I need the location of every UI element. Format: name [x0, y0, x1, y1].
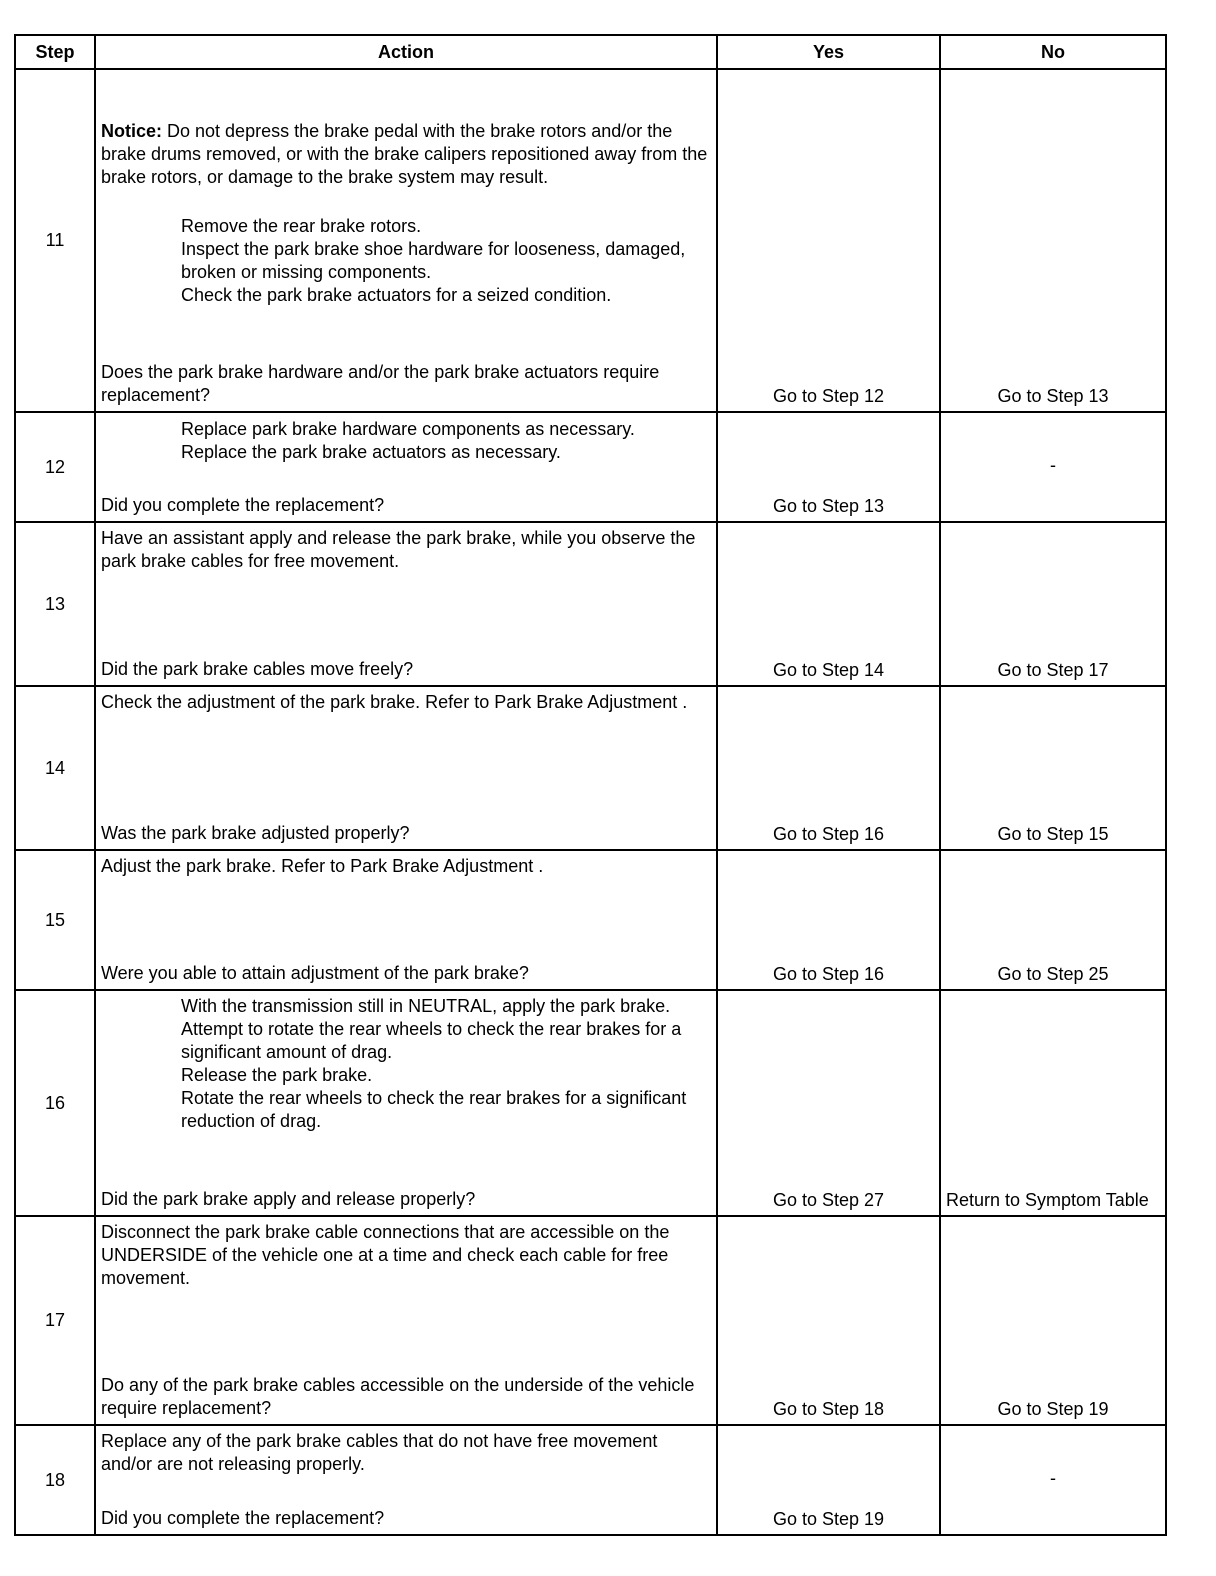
table-row — [15, 1425, 1166, 1535]
no-cell: - — [940, 412, 1166, 522]
question: Does the park brake hardware and/or the park brake actuators require replacement? — [101, 362, 660, 405]
step-number: 18 — [15, 1425, 95, 1535]
header-step: Step — [15, 35, 95, 69]
question: Was the park brake adjusted properly? — [101, 823, 410, 843]
step-number: 17 — [15, 1216, 95, 1425]
action-text: Have an assistant apply and release the park brake, while you observe the park brake cables for free movement. — [101, 528, 696, 571]
action-item: Remove the rear brake rotors. — [181, 216, 422, 236]
action-item: Replace the park brake actuators as necessary. — [181, 442, 561, 462]
action-text: Check the adjustment of the park brake. Refer to Park Brake Adjustment . — [101, 692, 688, 712]
table-row — [15, 686, 1166, 850]
table-row — [15, 990, 1166, 1216]
yes-cell: Go to Step 16 — [717, 850, 940, 990]
header-no: No — [940, 35, 1166, 69]
action-cell — [95, 412, 717, 522]
action-item: With the transmission still in NEUTRAL, apply the park brake. — [181, 996, 671, 1016]
action-item: Attempt to rotate the rear wheels to check the rear brakes for a significant amount of drag. — [181, 1019, 682, 1062]
table-row — [15, 850, 1166, 990]
action-item: Replace park brake hardware components as necessary. — [181, 419, 635, 439]
table-row — [15, 69, 1166, 412]
action-cell — [95, 850, 717, 990]
step-number: 12 — [15, 412, 95, 522]
notice-text: Do not depress the brake pedal with the brake rotors and/or the brake drums removed, or with the brake calipers repositioned away from the brake rotors, or damage to the brake system may result. — [101, 121, 708, 187]
action-text: Adjust the park brake. Refer to Park Brake Adjustment . — [101, 856, 544, 876]
no-cell: Go to Step 19 — [940, 1216, 1166, 1425]
yes-cell: Go to Step 13 — [717, 412, 940, 522]
no-cell: Go to Step 17 — [940, 522, 1166, 686]
yes-cell: Go to Step 14 — [717, 522, 940, 686]
notice-label: Notice: — [101, 121, 163, 141]
no-cell: Go to Step 15 — [940, 686, 1166, 850]
question: Did the park brake apply and release properly? — [101, 1189, 476, 1209]
question: Were you able to attain adjustment of the park brake? — [101, 963, 529, 983]
step-number: 14 — [15, 686, 95, 850]
question: Did the park brake cables move freely? — [101, 659, 414, 679]
action-cell — [95, 1216, 717, 1425]
table-row — [15, 522, 1166, 686]
step-number: 13 — [15, 522, 95, 686]
action-item: Rotate the rear wheels to check the rear brakes for a significant reduction of drag. — [181, 1088, 687, 1131]
step-number: 16 — [15, 990, 95, 1216]
action-cell — [95, 990, 717, 1216]
no-cell: Return to Symptom Table — [940, 990, 1166, 1216]
notice — [101, 120, 710, 189]
no-cell: Go to Step 25 — [940, 850, 1166, 990]
action-cell — [95, 522, 717, 686]
no-cell: - — [940, 1425, 1166, 1535]
yes-cell: Go to Step 19 — [717, 1425, 940, 1535]
table-row — [15, 412, 1166, 522]
action-item: Inspect the park brake shoe hardware for looseness, damaged, broken or missing components. — [181, 239, 686, 282]
question: Did you complete the replacement? — [101, 495, 385, 515]
diagnostic-table — [14, 34, 1167, 1536]
header-action: Action — [95, 35, 717, 69]
action-cell — [95, 69, 717, 412]
question: Did you complete the replacement? — [101, 1508, 385, 1528]
action-cell — [95, 1425, 717, 1535]
action-text: Disconnect the park brake cable connections that are accessible on the UNDERSIDE of the vehicle one at a time and check each cable for free movement. — [101, 1222, 670, 1288]
action-item: Release the park brake. — [181, 1065, 373, 1085]
header-yes: Yes — [717, 35, 940, 69]
step-number: 11 — [15, 69, 95, 412]
yes-cell: Go to Step 27 — [717, 990, 940, 1216]
question: Do any of the park brake cables accessible on the underside of the vehicle require replacement? — [101, 1375, 695, 1418]
action-item: Check the park brake actuators for a seized condition. — [181, 285, 612, 305]
yes-cell: Go to Step 12 — [717, 69, 940, 412]
action-cell — [95, 686, 717, 850]
yes-cell: Go to Step 16 — [717, 686, 940, 850]
step-number: 15 — [15, 850, 95, 990]
yes-cell: Go to Step 18 — [717, 1216, 940, 1425]
no-cell: Go to Step 13 — [940, 69, 1166, 412]
table-row — [15, 1216, 1166, 1425]
action-text: Replace any of the park brake cables that do not have free movement and/or are not releasing properly. — [101, 1431, 658, 1474]
header-row — [15, 35, 1166, 69]
